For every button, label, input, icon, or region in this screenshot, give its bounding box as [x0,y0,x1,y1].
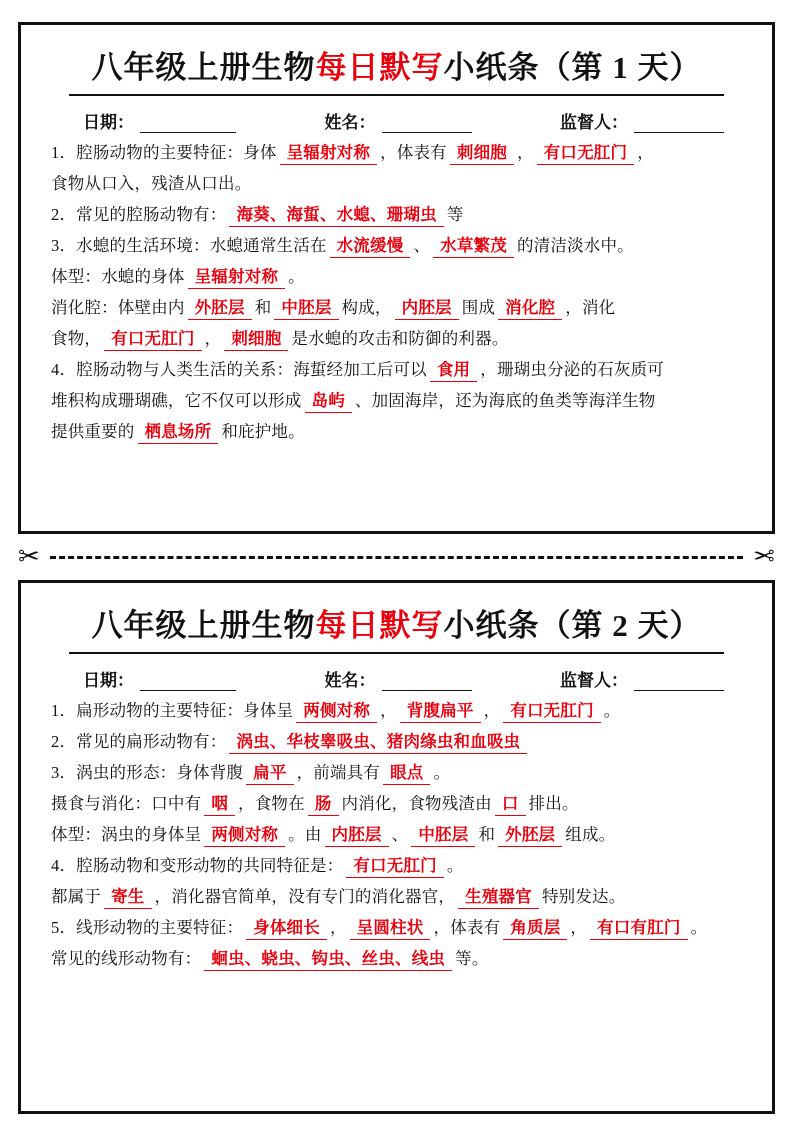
line-text: 常见的线形动物有： [51,948,202,968]
date-field[interactable] [83,108,236,133]
name-field[interactable] [325,666,472,691]
answer-blank[interactable]: 咽 [204,793,235,816]
date-label: 日期： [83,670,134,690]
answer-blank[interactable]: 海葵、海蜇、水螅、珊瑚虫 [229,204,443,227]
answer-blank[interactable]: 外胚层 [188,297,252,320]
line-text: 是水螅的攻击和防御的利器。 [291,328,509,348]
content-lines-day2 [41,691,752,974]
content-line [51,199,748,230]
line-text: 特别发达。 [541,886,626,906]
worksheet-card-day1 [18,22,775,534]
line-text: ， [329,917,347,937]
dashed-cut-line [50,556,743,559]
answer-blank[interactable]: 外胚层 [498,824,562,847]
answer-blank[interactable]: 内胚层 [325,824,389,847]
line-text: 1．扁形动物的主要特征：身体呈 [51,700,294,720]
title-suffix: 小纸条（第 2 天） [443,608,702,643]
answer-blank[interactable]: 有口无肛门 [503,700,601,723]
line-text: 体型：涡虫的身体呈 [51,824,202,844]
line-text: 。由 [288,824,322,844]
name-blank[interactable] [382,689,472,691]
line-text: 等。 [455,948,489,968]
line-text: 内消化，食物残渣由 [341,793,492,813]
line-text: ，前端具有 [296,762,381,782]
line-text: ， [570,917,588,937]
answer-blank[interactable]: 蛔虫、蛲虫、钩虫、丝虫、线虫 [204,948,452,971]
content-line [51,168,748,199]
answer-blank[interactable]: 肠 [308,793,339,816]
answer-blank[interactable]: 消化腔 [498,297,562,320]
line-text: ，体表有 [380,142,447,162]
meta-row-day2 [41,654,752,691]
line-text: 5．线形动物的主要特征： [51,917,244,937]
supervisor-label: 监督人： [560,112,628,132]
answer-blank[interactable]: 水草繁茂 [433,235,514,258]
line-text: ，珊瑚虫分泌的石灰质可 [480,359,664,379]
date-label: 日期： [83,112,134,132]
answer-blank[interactable]: 扁平 [246,762,293,785]
content-line [51,416,748,447]
line-text: 食物从口入，残渣从口出。 [51,173,252,193]
answer-blank[interactable]: 角质层 [503,917,567,940]
line-text: ， [483,700,501,720]
supervisor-blank[interactable] [634,689,724,691]
title-prefix: 八年级上册生物 [91,608,316,643]
worksheet-card-day2 [18,580,775,1114]
line-text: 1．腔肠动物的主要特征：身体 [51,142,277,162]
content-line [51,757,748,788]
title-suffix: 小纸条（第 1 天） [443,50,702,85]
line-text: 等 [446,204,464,224]
line-text: ， [204,328,222,348]
answer-blank[interactable]: 口 [495,793,526,816]
answer-blank[interactable]: 中胚层 [274,297,338,320]
answer-blank[interactable]: 内胚层 [395,297,459,320]
page-title-day1 [41,49,752,88]
content-line [51,912,748,943]
answer-blank[interactable]: 中胚层 [411,824,475,847]
meta-row-day1 [41,96,752,133]
line-text: 构成， [341,297,392,317]
name-blank[interactable] [382,131,472,133]
content-line [51,230,748,261]
line-text: 摄食与消化：口中有 [51,793,202,813]
content-line [51,292,748,323]
line-text: 食物， [51,328,102,348]
answer-blank[interactable]: 寄生 [104,886,151,909]
answer-blank[interactable]: 有口无肛门 [346,855,444,878]
line-text: 。 [603,700,621,720]
title-highlight: 每日默写 [315,50,444,85]
line-text: 、 [391,824,409,844]
line-text: 。 [433,762,451,782]
line-text: 体型：水螅的身体 [51,266,185,286]
answer-blank[interactable]: 涡虫、华枝睾吸虫、猪肉绦虫和血吸虫 [229,731,527,754]
content-line [51,881,748,912]
line-text: 、 [413,235,431,255]
answer-blank[interactable]: 栖息场所 [138,421,219,444]
line-text: 。 [446,855,464,875]
page-title-day2 [41,607,752,646]
line-text: ，消化 [565,297,616,317]
content-line [51,137,748,168]
supervisor-blank[interactable] [634,131,724,133]
line-text: 的清洁淡水中。 [516,235,634,255]
line-text: 提供重要的 [51,421,135,441]
line-text: 、加固海岸，还为海底的鱼类等海洋生物 [354,390,656,410]
line-text: 组成。 [565,824,616,844]
line-text: 4．腔肠动物与人类生活的关系：海蜇经加工后可以 [51,359,427,379]
line-text: ，体表有 [433,917,501,937]
answer-blank[interactable]: 两侧对称 [296,700,377,723]
answer-blank[interactable]: 有口有肛门 [590,917,688,940]
content-line [51,850,748,881]
answer-blank[interactable]: 刺细胞 [450,142,514,165]
date-blank[interactable] [140,131,236,133]
title-prefix: 八年级上册生物 [91,50,316,85]
supervisor-field[interactable] [560,666,724,691]
line-text: ，消化器官简单，没有专门的消化器官， [154,886,456,906]
content-line [51,354,748,385]
date-blank[interactable] [140,689,236,691]
line-text: 围成 [461,297,496,317]
scissors-icon: ✂ [18,542,40,571]
content-line [51,943,748,974]
line-text: 和 [254,297,272,317]
line-text: 。 [288,266,305,286]
answer-blank[interactable]: 刺细胞 [224,328,288,351]
answer-blank[interactable]: 身体细长 [246,917,327,940]
date-field[interactable] [83,666,236,691]
line-text: 都属于 [51,886,102,906]
content-line [51,788,748,819]
content-line [51,726,748,757]
line-text: ，食物在 [238,793,305,813]
name-field[interactable] [325,108,472,133]
answer-blank[interactable]: 有口无肛门 [104,328,202,351]
content-line [51,385,748,416]
line-text: 2．常见的腔肠动物有： [51,204,227,224]
content-line [51,323,748,354]
line-text: 和 [478,824,496,844]
cut-divider [18,534,775,580]
answer-blank[interactable]: 呈圆柱状 [350,917,431,940]
line-text: 3．涡虫的形态：身体背腹 [51,762,244,782]
answer-blank[interactable]: 两侧对称 [204,824,285,847]
content-line [51,819,748,850]
line-text: 4．腔肠动物和变形动物的共同特征是： [51,855,344,875]
content-line [51,695,748,726]
content-line [51,261,748,292]
name-label: 姓名： [324,670,376,690]
answer-blank[interactable]: 水流缓慢 [330,235,411,258]
answer-blank[interactable]: 呈辐射对称 [280,142,378,165]
line-text: ， [380,700,397,720]
content-lines-day1 [41,133,752,447]
answer-blank[interactable]: 岛屿 [305,390,352,413]
answer-blank[interactable]: 眼点 [383,762,430,785]
line-text: 3．水螅的生活环境：水螅通常生活在 [51,235,327,255]
answer-blank[interactable]: 生殖器官 [458,886,539,909]
answer-blank[interactable]: 食用 [430,359,477,382]
line-text: 和庇护地。 [221,421,305,441]
answer-blank[interactable]: 呈辐射对称 [188,266,286,289]
answer-blank[interactable]: 有口无肛门 [537,142,635,165]
line-text: ， [637,142,654,162]
answer-blank[interactable]: 背腹扁平 [400,700,481,723]
line-text: 消化腔：体壁由内 [51,297,185,317]
scissors-icon: ✂ [753,542,775,571]
name-label: 姓名： [324,112,376,132]
supervisor-label: 监督人： [560,670,628,690]
supervisor-field[interactable] [560,108,724,133]
line-text: 。 [690,917,708,937]
line-text: ， [516,142,534,162]
line-text: 2．常见的扁形动物有： [51,731,227,751]
title-highlight: 每日默写 [315,608,444,643]
line-text: 堆积构成珊瑚礁，它不仅可以形成 [51,390,302,410]
line-text: 排出。 [528,793,579,813]
